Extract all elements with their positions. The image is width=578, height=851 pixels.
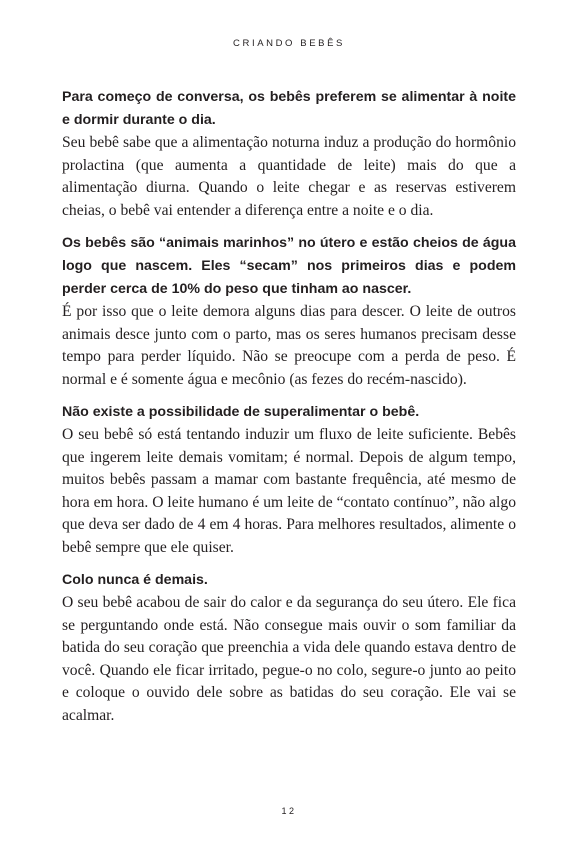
page-number: 12 — [281, 806, 297, 816]
section-paragraph: O seu bebê só está tentando induzir um fluxo de leite suficiente. Bebês que ingerem leite demais vomitam; é normal. Depois de algum tempo, muitos bebês passam a mamar com bastante frequência, até mesmo de hora em hora. O leite humano é um leite de “contato contínuo”, não algo que deva ser dado de 4 em 4 horas. Para melhores resultados, alimente o bebê sempre que ele quiser. — [62, 426, 516, 556]
section-weight-loss — [62, 232, 516, 391]
section-paragraph: Seu bebê sabe que a alimentação noturna induz a produção do hormônio prolactina (que aumenta a quantidade de leite) mais do que a alimentação diurna. Quando o leite chegar e as reservas estiverem cheias, o bebê vai entender a diferença entre a noite e o dia. — [62, 134, 516, 219]
section-overfeeding — [62, 401, 516, 559]
section-paragraph: O seu bebê acabou de sair do calor e da segurança do seu útero. Ele fica se perguntando onde está. Não consegue mais ouvir o som familiar da batida do seu coração que preenchia a vida dele quando estava dentro de você. Quando ele ficar irritado, pegue-o no colo, segure-o junto ao peito e coloque o ouvido dele sobre as batidas do seu coração. Ele vai se acalmar. — [62, 594, 516, 724]
running-header: CRIANDO BEBÊS — [233, 38, 345, 49]
section-holding — [62, 569, 516, 727]
section-heading: Os bebês são “animais marinhos” no útero e estão cheios de água logo que nascem. Eles “secam” nos primeiros dias e podem perder cerca de 10% do peso que tinham ao nascer. — [62, 235, 516, 297]
page-content — [62, 86, 516, 737]
section-heading: Colo nunca é demais. — [62, 572, 208, 588]
section-heading: Não existe a possibilidade de superalimentar o bebê. — [62, 404, 420, 420]
section-heading: Para começo de conversa, os bebês preferem se alimentar à noite e dormir durante o dia. — [62, 89, 516, 128]
section-night-feeding — [62, 86, 516, 222]
section-paragraph: É por isso que o leite demora alguns dias para descer. O leite de outros animais desce junto com o parto, mas os seres humanos precisam desse tempo para perder líquido. Não se preocupe com a perda de peso. É normal e é somente água e mecônio (as fezes do recém-nascido). — [62, 303, 516, 388]
